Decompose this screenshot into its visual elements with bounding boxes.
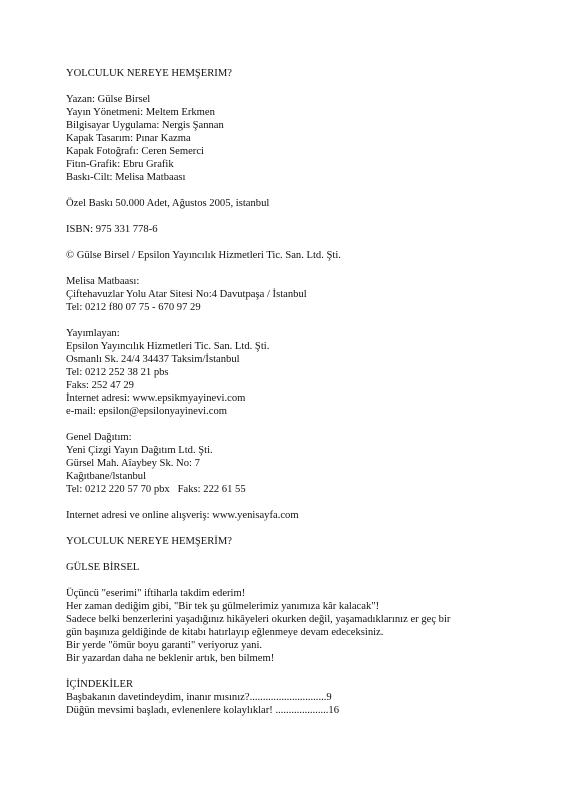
credit-line: Kapak Tasarım: Pınar Kazma bbox=[66, 133, 191, 144]
printer-line: Melisa Matbaası: bbox=[66, 276, 140, 287]
author-block bbox=[66, 561, 546, 574]
publisher-line: Osmanlı Sk. 24/4 34437 Taksim/İstanbul bbox=[66, 354, 240, 365]
book-title-block bbox=[66, 535, 546, 548]
dedication-line: Bir yerde "ömür boyu garanti" veriyoruz yani. bbox=[66, 640, 263, 651]
author-name: GÜLSE BİRSEL bbox=[66, 562, 140, 573]
toc-entry: Düğün mevsimi başladı, evlenenlere kolaylıklar! ....................16 bbox=[66, 705, 340, 716]
distribution-line: Tel: 0212 220 57 70 pbx Faks: 222 61 55 bbox=[66, 484, 246, 495]
toc-heading: İÇİNDEKİLER bbox=[66, 679, 134, 690]
edition-block bbox=[66, 197, 546, 210]
printer-block bbox=[66, 275, 546, 314]
publisher-email: e-mail: epsilon@epsilonyayinevi.com bbox=[66, 406, 227, 417]
toc-entry: Başbakanın davetindeydim, inanır mısınız?.............................9 bbox=[66, 692, 332, 703]
dedication-line: Üçüncü "eserimi" iftiharla takdim ederim! bbox=[66, 588, 246, 599]
distribution-line: Yeni Çizgi Yayın Dağıtım Ltd. Şti. bbox=[66, 445, 213, 456]
publisher-line: Yayımlayan: bbox=[66, 328, 120, 339]
printer-line: Tel: 0212 f80 07 75 - 670 97 29 bbox=[66, 302, 201, 313]
table-of-contents bbox=[66, 678, 546, 717]
distribution-line: Gürsel Mah. Aîaybey Sk. No: 7 bbox=[66, 458, 200, 469]
credit-line: Yayın Yönetmeni: Meltem Erkmen bbox=[66, 107, 215, 118]
distribution-line: Kağıtbane/lstanbul bbox=[66, 471, 147, 482]
colophon-title-block bbox=[66, 67, 546, 80]
publisher-line: Faks: 252 47 29 bbox=[66, 380, 134, 391]
document-page bbox=[66, 67, 546, 730]
dedication-line: Her zaman dediğim gibi, "Bir tek şu gülmelerimiz yanımıza kâr kalacak"! bbox=[66, 601, 380, 612]
credit-line: Yazan: Gülse Birsel bbox=[66, 94, 151, 105]
distribution-block bbox=[66, 431, 546, 496]
dedication-line: Bir yazardan daha ne beklenir artık, ben bilmem! bbox=[66, 653, 275, 664]
online-shopping-info: Internet adresi ve online alışveriş: www.yenisayfa.com bbox=[66, 510, 299, 521]
credit-line: Bilgisayar Uygulama: Nergis Şannan bbox=[66, 120, 224, 131]
credit-line: Baskı-Cilt: Melisa Matbaası bbox=[66, 172, 186, 183]
publisher-line: Tel: 0212 252 38 21 pbs bbox=[66, 367, 169, 378]
publisher-block bbox=[66, 327, 546, 418]
book-title: YOLCULUK NEREYE HEMŞERİM? bbox=[66, 536, 232, 547]
dedication-block bbox=[66, 587, 546, 665]
isbn-number: ISBN: 975 331 778-6 bbox=[66, 224, 158, 235]
online-block bbox=[66, 509, 546, 522]
isbn-block bbox=[66, 223, 546, 236]
printer-line: Çiftehavuzlar Yolu Atar Sitesi No:4 Davutpaşa / İstanbul bbox=[66, 289, 307, 300]
copyright-block bbox=[66, 249, 546, 262]
edition-info: Özel Baskı 50.000 Adet, Ağustos 2005, istanbul bbox=[66, 198, 270, 209]
dedication-line: gün başınıza geldiğinde de kitabı hatırlayıp eğlenmeye devam edeceksiniz. bbox=[66, 627, 384, 638]
distribution-line: Genel Dağıtım: bbox=[66, 432, 132, 443]
colophon-title: YOLCULUK NEREYE HEMŞERIM? bbox=[66, 68, 232, 79]
publisher-website: İnternet adresi: www.epsikmyayinevi.com bbox=[66, 393, 246, 404]
credit-line: Fitın-Grafik: Ebru Grafik bbox=[66, 159, 174, 170]
credit-line: Kapak Fotoğrafı: Ceren Semerci bbox=[66, 146, 204, 157]
dedication-line: Sadece belki benzerlerini yaşadığınız hikâyeleri okurken değil, yaşamadıklarınız er geç bir bbox=[66, 614, 451, 625]
publisher-line: Epsilon Yayıncılık Hizmetleri Tic. San. Ltd. Şti. bbox=[66, 341, 270, 352]
credits-block bbox=[66, 93, 546, 184]
copyright-notice: © Gülse Birsel / Epsilon Yayıncılık Hizmetleri Tic. San. Ltd. Şti. bbox=[66, 250, 341, 261]
